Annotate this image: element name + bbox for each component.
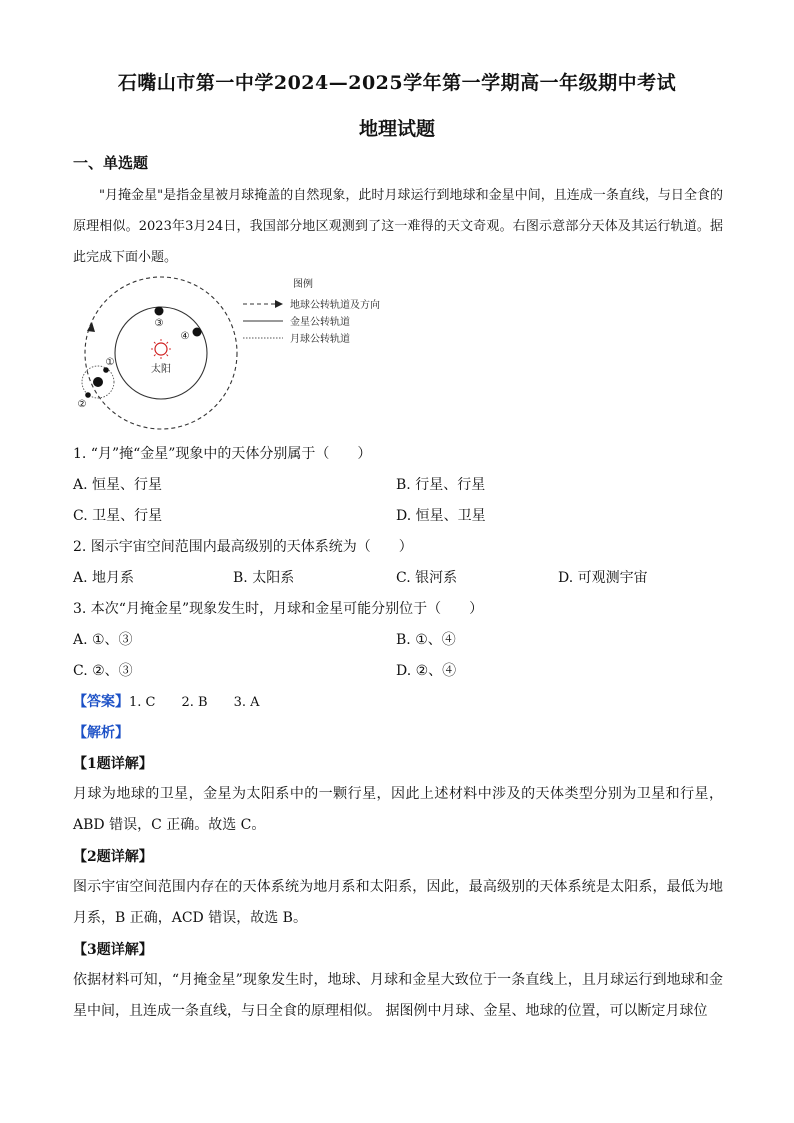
earth: [93, 377, 103, 387]
section-heading: 一、单选题: [73, 154, 149, 172]
analysis-label: 【解析】: [73, 725, 129, 741]
q1-detail-heading: 【1题详解】: [73, 756, 153, 772]
orbit-diagram: [75, 273, 405, 433]
q3-detail-text: 依据材料可知，“月掩金星”现象发生时，地球、月球和金星大致位于一条直线上，且月球运行到地球和金星中间，且连成一条直线，与日全食的原理相似。 据图例中月球、金星、地球的位置，可以断定月球位: [73, 972, 723, 1019]
legend-item-moon: 月球公转轨道: [290, 334, 350, 345]
legend-item-venus: 金星公转轨道: [290, 317, 350, 328]
q2-option-b: B. 太阳系: [233, 570, 295, 586]
q1-option-b: B. 行星、行星: [396, 477, 486, 493]
q1-option-c: C. 卫星、行星: [73, 508, 163, 524]
q2-detail-heading: 【2题详解】: [73, 849, 153, 865]
marker-1: ①: [105, 357, 115, 368]
legend-title: 图例: [293, 279, 313, 290]
answer-line: [73, 691, 260, 711]
marker-4: ④: [180, 331, 190, 342]
venus-position-3: [155, 307, 164, 316]
q1-option-a: A. 恒星、行星: [73, 477, 163, 493]
marker-2: ②: [77, 399, 87, 410]
earth-orbit: [85, 277, 237, 429]
material-paragraph: [73, 180, 723, 273]
answer-values: 1. C 2. B 3. A: [129, 695, 260, 710]
exam-title: 石嘴山市第一中学2024—2025学年第一学期高一年级期中考试: [117, 72, 677, 94]
q2-detail-text: 图示宇宙空间范围内存在的天体系统为地月系和太阳系，因此，最高级别的天体系统是太阳系，最低为地月系，B 正确，ACD 错误，故选 B。: [73, 879, 723, 926]
q3-option-c: C. ②、③: [73, 663, 133, 679]
q2-option-a: A. 地月系: [73, 570, 135, 586]
q3-detail-heading: 【3题详解】: [73, 942, 153, 958]
question-2-stem: 2. 图示宇宙空间范围内最高级别的天体系统为（ ）: [73, 539, 413, 555]
legend-arrow-icon: [275, 300, 283, 308]
moon-position-2: [85, 392, 91, 398]
question-1-stem: 1. “月”掩“金星”现象中的天体分别属于（ ）: [73, 446, 372, 462]
material-text: "月掩金星"是指金星被月球掩盖的自然现象，此时月球运行到地球和金星中间，且连成一条直线，与日全食的原理相似。2023年3月24日，我国部分地区观测到了这一难得的天文奇观。右图示意部分天体及其运行轨道。据此完成下面小题。: [73, 188, 723, 265]
q2-option-c: C. 银河系: [396, 570, 458, 586]
sun-icon: [151, 339, 171, 359]
moon-position-1: [103, 367, 109, 373]
exam-subject: 地理试题: [358, 118, 435, 140]
q3-option-b: B. ①、④: [396, 632, 456, 648]
q3-option-a: A. ①、③: [73, 632, 133, 648]
q3-option-d: D. ②、④: [396, 663, 457, 679]
question-3-stem: 3. 本次“月掩金星”现象发生时，月球和金星可能分别位于（ ）: [73, 601, 484, 617]
venus-position-4: [193, 328, 202, 337]
q1-option-d: D. 恒星、卫星: [396, 508, 486, 524]
sun-label: 太阳: [151, 364, 171, 375]
q1-detail-text: 月球为地球的卫星，金星为太阳系中的一颗行星，因此上述材料中涉及的天体类型分别为卫星和行星，ABD 错误，C 正确。故选 C。: [73, 786, 723, 833]
marker-3: ③: [154, 318, 164, 329]
answer-label: 【答案】: [73, 694, 129, 710]
q2-option-d: D. 可观测宇宙: [558, 570, 648, 586]
legend-item-earth: 地球公转轨道及方向: [290, 300, 380, 311]
